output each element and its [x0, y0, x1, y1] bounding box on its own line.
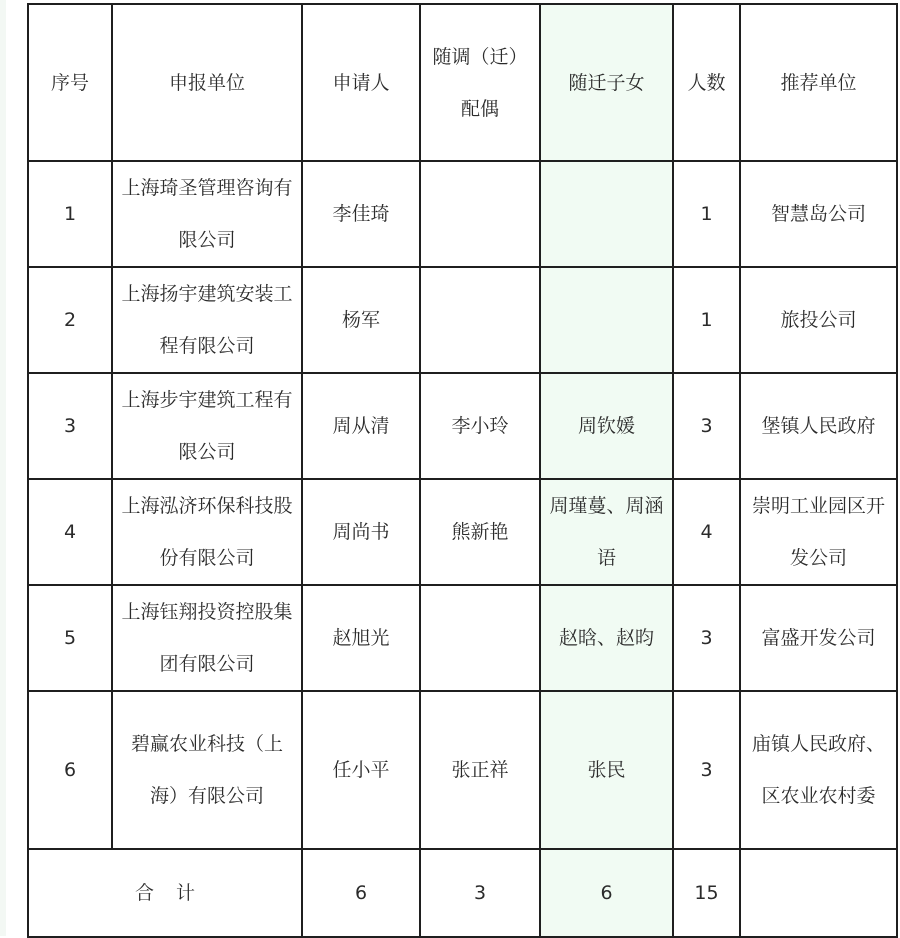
header-seq: 序号 — [28, 4, 112, 161]
cell-children: 赵晗、赵昀 — [540, 585, 673, 691]
cell-recommender: 庙镇人民政府、区农业农村委 — [740, 691, 897, 849]
table-row — [28, 479, 897, 585]
total-label: 合计 — [28, 849, 302, 937]
cell-recommender: 旅投公司 — [740, 267, 897, 373]
cell-unit: 上海琦圣管理咨询有限公司 — [112, 161, 302, 267]
relocation-roster-table — [27, 3, 898, 938]
table-row — [28, 585, 897, 691]
table-row — [28, 691, 897, 849]
header-unit: 申报单位 — [112, 4, 302, 161]
page-edge — [0, 0, 6, 936]
cell-spouse: 熊新艳 — [420, 479, 540, 585]
cell-unit: 碧赢农业科技（上海）有限公司 — [112, 691, 302, 849]
cell-recommender: 堡镇人民政府 — [740, 373, 897, 479]
cell-applicant: 赵旭光 — [302, 585, 420, 691]
cell-applicant: 周从清 — [302, 373, 420, 479]
cell-seq: 5 — [28, 585, 112, 691]
cell-recommender: 智慧岛公司 — [740, 161, 897, 267]
total-spouse: 3 — [420, 849, 540, 937]
cell-applicant: 任小平 — [302, 691, 420, 849]
cell-spouse — [420, 267, 540, 373]
table-row — [28, 161, 897, 267]
cell-seq: 2 — [28, 267, 112, 373]
total-row — [28, 849, 897, 937]
cell-children — [540, 267, 673, 373]
cell-unit: 上海扬宇建筑安装工程有限公司 — [112, 267, 302, 373]
header-applicant: 申请人 — [302, 4, 420, 161]
cell-children: 周瑾蔓、周涵语 — [540, 479, 673, 585]
cell-children — [540, 161, 673, 267]
cell-count: 3 — [673, 585, 740, 691]
header-children: 随迁子女 — [540, 4, 673, 161]
cell-seq: 6 — [28, 691, 112, 849]
cell-unit: 上海钰翔投资控股集团有限公司 — [112, 585, 302, 691]
header-count: 人数 — [673, 4, 740, 161]
cell-applicant: 杨军 — [302, 267, 420, 373]
cell-recommender: 崇明工业园区开发公司 — [740, 479, 897, 585]
total-count: 15 — [673, 849, 740, 937]
cell-count: 3 — [673, 691, 740, 849]
cell-unit: 上海泓济环保科技股份有限公司 — [112, 479, 302, 585]
cell-count: 1 — [673, 161, 740, 267]
cell-seq: 4 — [28, 479, 112, 585]
header-recommender: 推荐单位 — [740, 4, 897, 161]
cell-spouse — [420, 585, 540, 691]
cell-applicant: 李佳琦 — [302, 161, 420, 267]
cell-spouse: 李小玲 — [420, 373, 540, 479]
cell-unit: 上海步宇建筑工程有限公司 — [112, 373, 302, 479]
total-applicant: 6 — [302, 849, 420, 937]
cell-spouse — [420, 161, 540, 267]
table-header-row — [28, 4, 897, 161]
cell-seq: 3 — [28, 373, 112, 479]
cell-spouse: 张正祥 — [420, 691, 540, 849]
cell-children: 周钦媛 — [540, 373, 673, 479]
table-row — [28, 373, 897, 479]
cell-seq: 1 — [28, 161, 112, 267]
cell-recommender: 富盛开发公司 — [740, 585, 897, 691]
total-children: 6 — [540, 849, 673, 937]
total-recommender — [740, 849, 897, 937]
cell-applicant: 周尚书 — [302, 479, 420, 585]
cell-count: 3 — [673, 373, 740, 479]
cell-count: 1 — [673, 267, 740, 373]
table-row — [28, 267, 897, 373]
header-spouse: 随调（迁）配偶 — [420, 4, 540, 161]
cell-children: 张民 — [540, 691, 673, 849]
cell-count: 4 — [673, 479, 740, 585]
